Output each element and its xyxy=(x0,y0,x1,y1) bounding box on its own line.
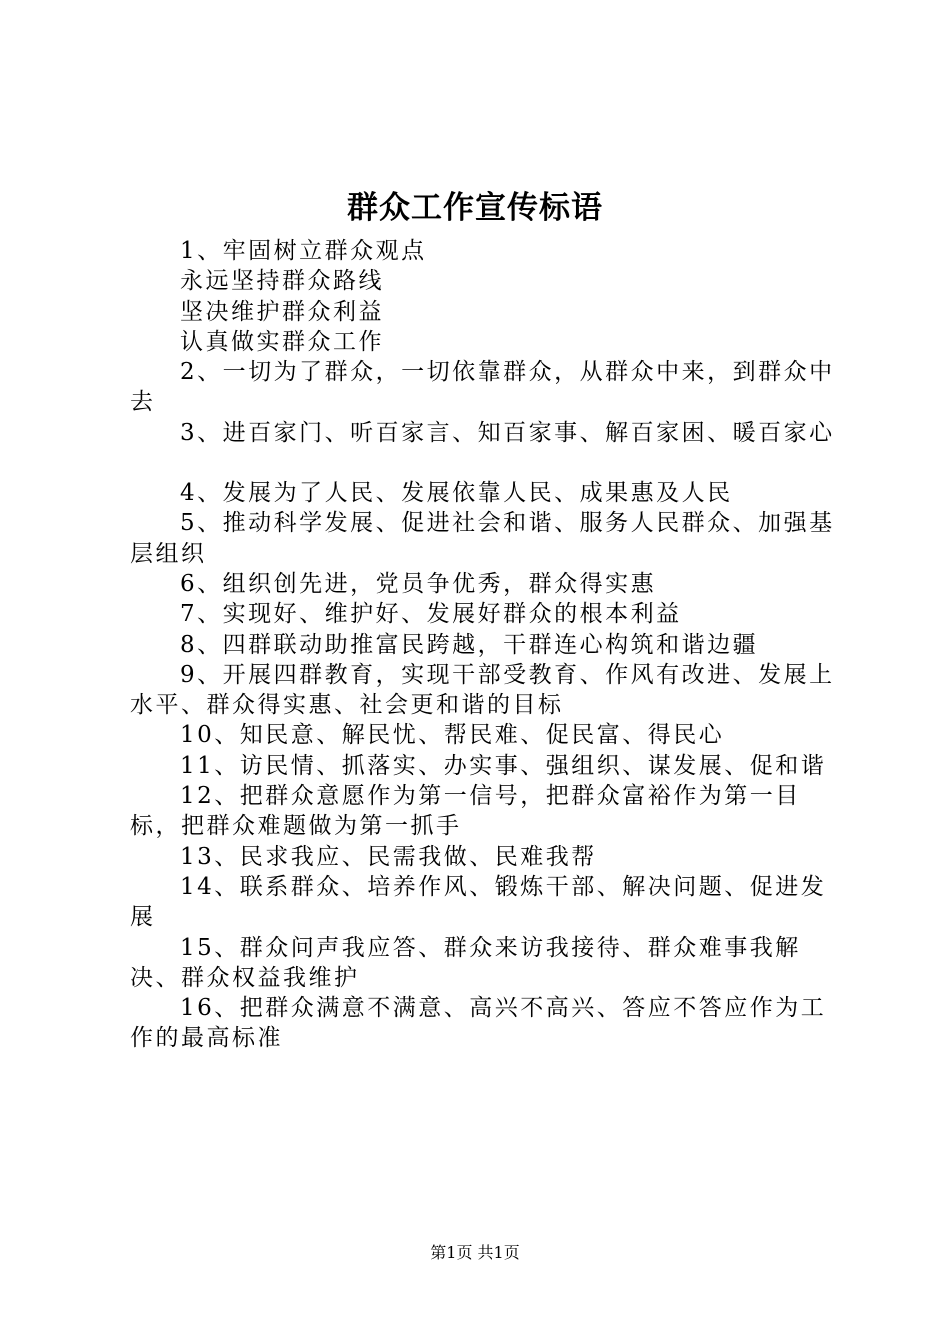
slogan-paragraph: 2、一切为了群众，一切依靠群众，从群众中来，到群众中去 xyxy=(130,359,835,416)
slogan-paragraph: 14、联系群众、培养作风、锻炼干部、解决问题、促进发展 xyxy=(130,873,827,931)
slogan-paragraph: 9、开展四群教育，实现干部受教育、作风有改进、发展上水平、群众得实惠、社会更和谐的目标 xyxy=(130,661,835,719)
slogan-paragraph: 6、组织创先进，党员争优秀，群众得实惠 xyxy=(180,570,657,597)
slogan-paragraph: 1、牢固树立群众观点 xyxy=(180,238,427,264)
slogan-paragraph: 15、群众问声我应答、群众来访我接待、群众难事我解决、群众权益我维护 xyxy=(130,934,801,991)
slogan-paragraph: 永远坚持群众路线 xyxy=(180,268,384,295)
slogan-paragraph: 8、四群联动助推富民跨越，干群连心构筑和谐边疆 xyxy=(180,631,759,658)
slogan-paragraph: 16、把群众满意不满意、高兴不高兴、答应不答应作为工作的最高标准 xyxy=(130,995,827,1052)
slogan-paragraph: 7、实现好、维护好、发展好群众的根本利益 xyxy=(180,601,682,628)
slogan-paragraph: 4、发展为了人民、发展依靠人民、成果惠及人民 xyxy=(180,480,733,507)
slogan-paragraph: 10、知民意、解民忧、帮民难、促民富、得民心 xyxy=(180,722,725,749)
slogan-paragraph: 11、访民情、抓落实、办实事、强组织、谋发展、促和谐 xyxy=(180,752,827,779)
slogan-paragraph: 3、进百家门、听百家言、知百家事、解百家困、暖百家心 xyxy=(180,419,835,446)
page-footer: 第1页 共1页 xyxy=(430,1243,520,1262)
slogan-paragraph: 认真做实群众工作 xyxy=(180,328,384,355)
document-body xyxy=(130,236,840,1054)
slogan-paragraph: 12、把群众意愿作为第一信号，把群众富裕作为第一目标，把群众难题做为第一抓手 xyxy=(130,783,801,840)
slogan-paragraph: 坚决维护群众利益 xyxy=(180,298,384,325)
slogan-paragraph: 13、民求我应、民需我做、民难我帮 xyxy=(180,843,597,870)
document-title: 群众工作宣传标语 xyxy=(347,190,603,226)
slogan-paragraph: 5、推动科学发展、促进社会和谐、服务人民群众、加强基层组织 xyxy=(130,510,835,567)
